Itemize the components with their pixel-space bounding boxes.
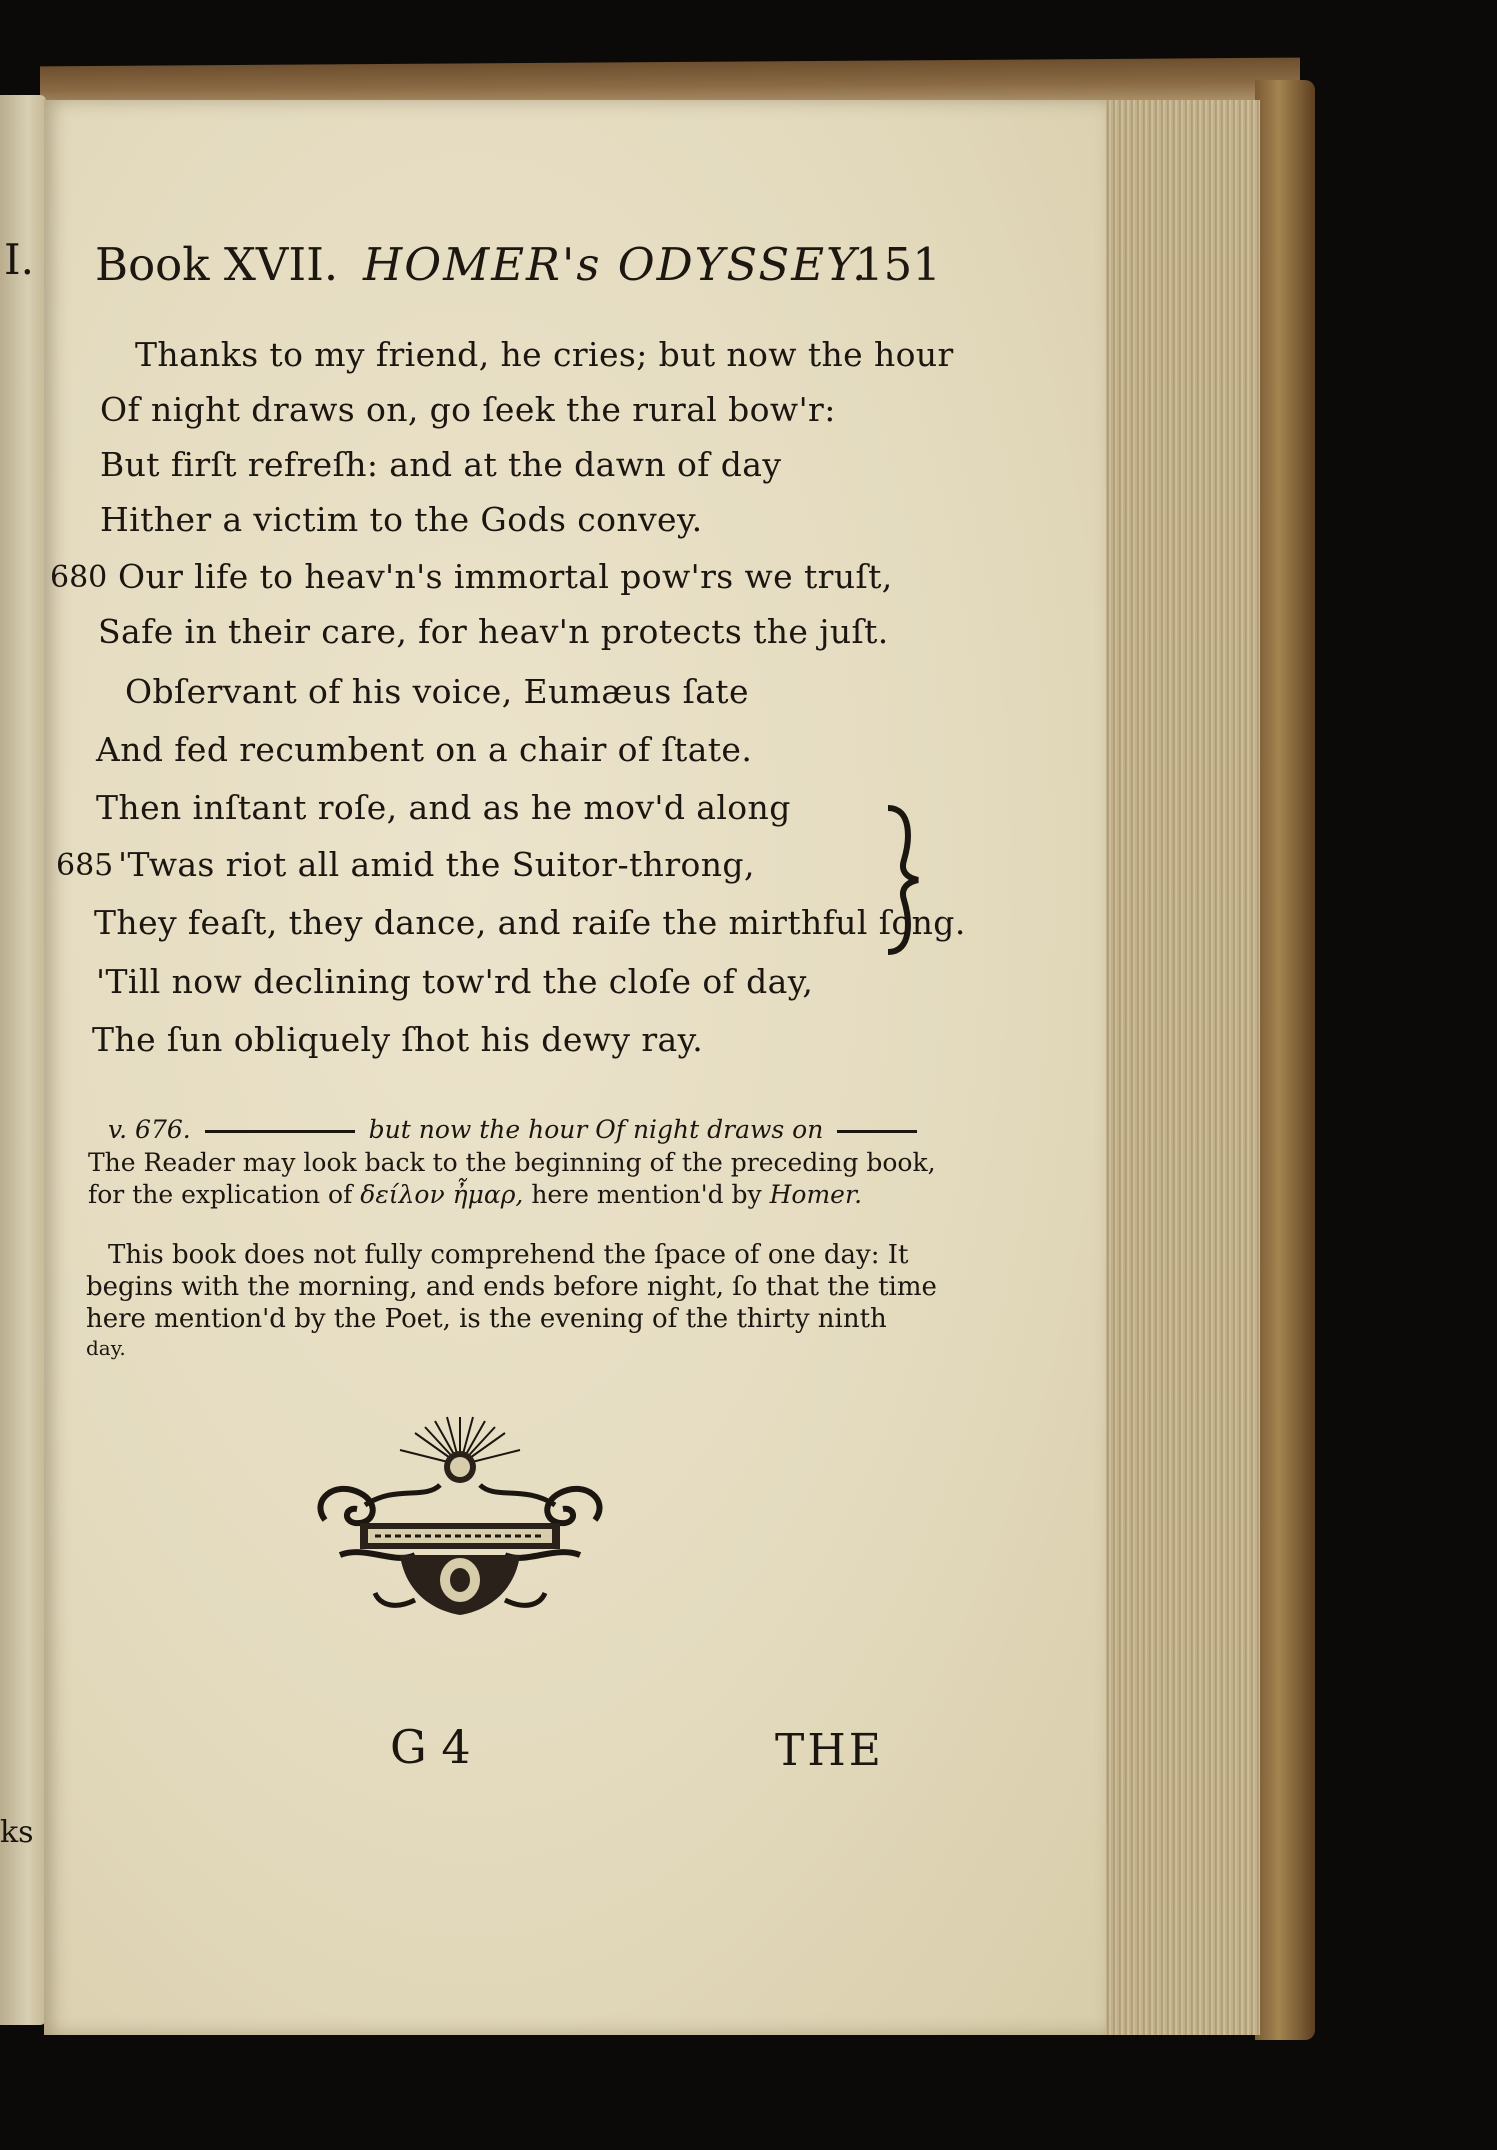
triplet-brace <box>880 800 930 960</box>
verse-line: And fed recumbent on a chair of ſtate. <box>96 730 753 769</box>
footnote-verse-ref: v. 676. <box>108 1115 191 1144</box>
work-title: HOMER's ODYSSEY. <box>363 238 869 291</box>
verse-line: But firſt refreſh: and at the dawn of day <box>100 445 782 484</box>
verse-line: 'Till now declining tow'rd the cloſe of day, <box>96 962 814 1001</box>
tailpiece-ornament-icon <box>305 1405 615 1630</box>
verse-line: Obſervant of his voice, Eumæus ſate <box>125 672 749 711</box>
verse-line: Thanks to my friend, he cries; but now the hour <box>135 335 954 374</box>
catchword: THE <box>775 1725 884 1776</box>
footnote-line <box>88 1180 862 1209</box>
footnote-line: The Reader may look back to the beginning of the preceding book, <box>88 1148 936 1177</box>
closing-note-line: day. <box>86 1336 126 1360</box>
left-page-fragment: I. <box>4 235 34 284</box>
footnote-greek: δείλον ἦμαρ, <box>360 1180 524 1209</box>
line-number: 685 <box>56 848 114 883</box>
left-page-sliver <box>0 95 46 2025</box>
line-number: 680 <box>50 560 108 595</box>
footnote-text: for the explication of <box>88 1180 353 1209</box>
verse-line: Then inſtant roſe, and as he mov'd along <box>96 788 791 827</box>
page-number: 151 <box>855 238 941 291</box>
footnote-quote: but now the hour Of night draws on <box>368 1115 824 1144</box>
cover-edge <box>1255 80 1315 2040</box>
closing-note-line: This book does not fully comprehend the ſpace of one day: It <box>108 1240 909 1270</box>
dash-rule <box>837 1130 917 1133</box>
footnote-author: Homer. <box>769 1180 863 1209</box>
footnote-ref-line <box>108 1115 917 1144</box>
closing-note-line: begins with the morning, and ends before night, ſo that the time <box>86 1272 937 1302</box>
verse-line: They feaſt, they dance, and raiſe the mirthful ſong. <box>94 903 966 942</box>
book-label: Book XVII. <box>95 238 339 291</box>
left-page-fragment: ks <box>0 1815 34 1850</box>
closing-note-line: here mention'd by the Poet, is the evening of the thirty ninth <box>86 1304 887 1334</box>
dash-rule <box>205 1130 355 1133</box>
signature-mark: G 4 <box>390 1720 471 1774</box>
footnote-text: here mention'd by <box>531 1180 762 1209</box>
page-fore-edge <box>1100 100 1260 2035</box>
verse-line: 'Twas riot all amid the Suitor-throng, <box>118 845 755 884</box>
verse-line: Of night draws on, go ſeek the rural bow'r: <box>100 390 836 429</box>
verse-line: Safe in their care, for heav'n protects the juſt. <box>98 612 889 651</box>
verse-line: The ſun obliquely ſhot his dewy ray. <box>92 1020 704 1059</box>
verse-line: Hither a victim to the Gods convey. <box>100 500 703 539</box>
verse-line: Our life to heav'n's immortal pow'rs we truſt, <box>118 557 893 596</box>
running-header <box>95 238 945 298</box>
